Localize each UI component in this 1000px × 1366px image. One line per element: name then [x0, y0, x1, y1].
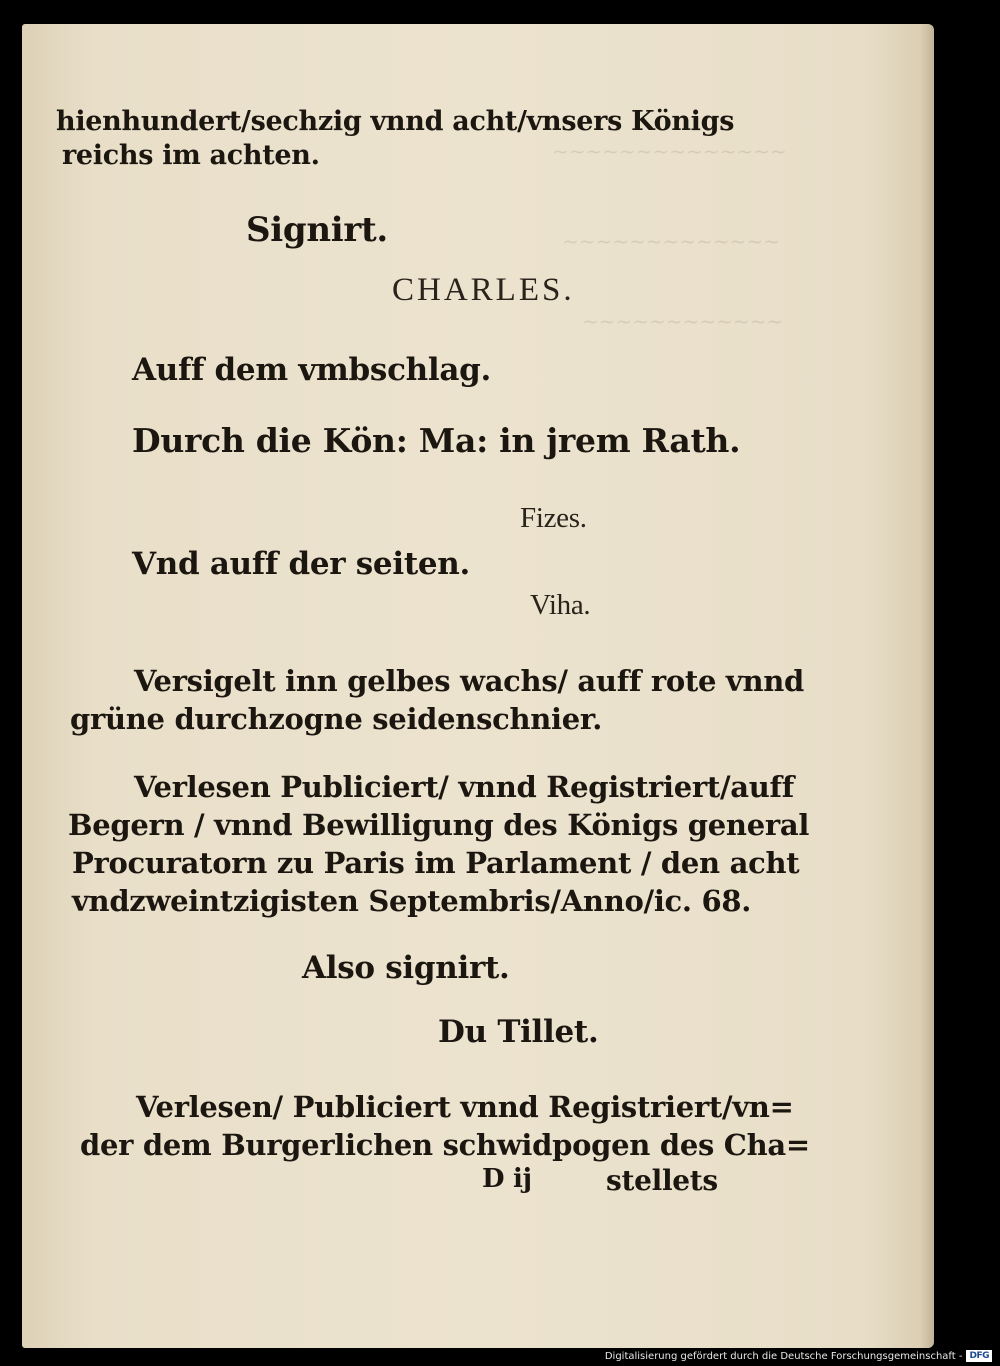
bleed-through-text: ~~~~~~~~~~~~ — [582, 309, 784, 333]
credit-text: Digitalisierung gefördert durch die Deutsche Forschungsgemeinschaft - — [604, 1350, 963, 1362]
text-line: Procuratorn zu Paris im Parlament / den acht — [72, 846, 800, 880]
text-line: grüne durchzogne seidenschnier. — [70, 702, 603, 736]
text-line: Versigelt inn gelbes wachs/ auff rote vnnd — [134, 664, 805, 698]
text-line: Verlesen/ Publiciert vnnd Registriert/vn= — [136, 1090, 794, 1124]
text-line: der dem Burgerlichen schwidpogen des Cha= — [80, 1128, 810, 1162]
signature-label: Also signirt. — [302, 950, 510, 986]
text-line: Begern / vnnd Bewilligung des Königs general — [68, 808, 810, 842]
dfg-logo: DFG — [966, 1350, 992, 1362]
text-line: vndzweintzigisten Septembris/Anno/ic. 68. — [72, 884, 752, 918]
signatory-name: Viha. — [530, 589, 591, 621]
book-page — [22, 24, 934, 1348]
signatory-name: Du Tillet. — [438, 1014, 599, 1050]
text-line: Durch die Kön: Ma: in jrem Rath. — [132, 421, 741, 460]
signatory-name: Fizes. — [520, 502, 587, 534]
text-line: hienhundert/sechzig vnnd acht/vnsers Königs — [56, 106, 735, 137]
signatory-name: CHARLES. — [392, 272, 575, 308]
catchword: stellets — [606, 1164, 718, 1197]
digitization-credit — [605, 1350, 992, 1362]
bleed-through-text: ~~~~~~~~~~~~~~ — [552, 139, 787, 163]
page-edge-shadow — [920, 24, 934, 1348]
signature-mark: D ij — [482, 1164, 532, 1194]
text-line: reichs im achten. — [62, 140, 320, 171]
text-line: Auff dem vmbschlag. — [132, 352, 492, 388]
signature-label: Signirt. — [246, 210, 388, 250]
text-line: Verlesen Publiciert/ vnnd Registriert/auff — [134, 770, 794, 804]
bleed-through-text: ~~~~~~~~~~~~~ — [562, 229, 780, 253]
text-line: Vnd auff der seiten. — [132, 546, 470, 582]
